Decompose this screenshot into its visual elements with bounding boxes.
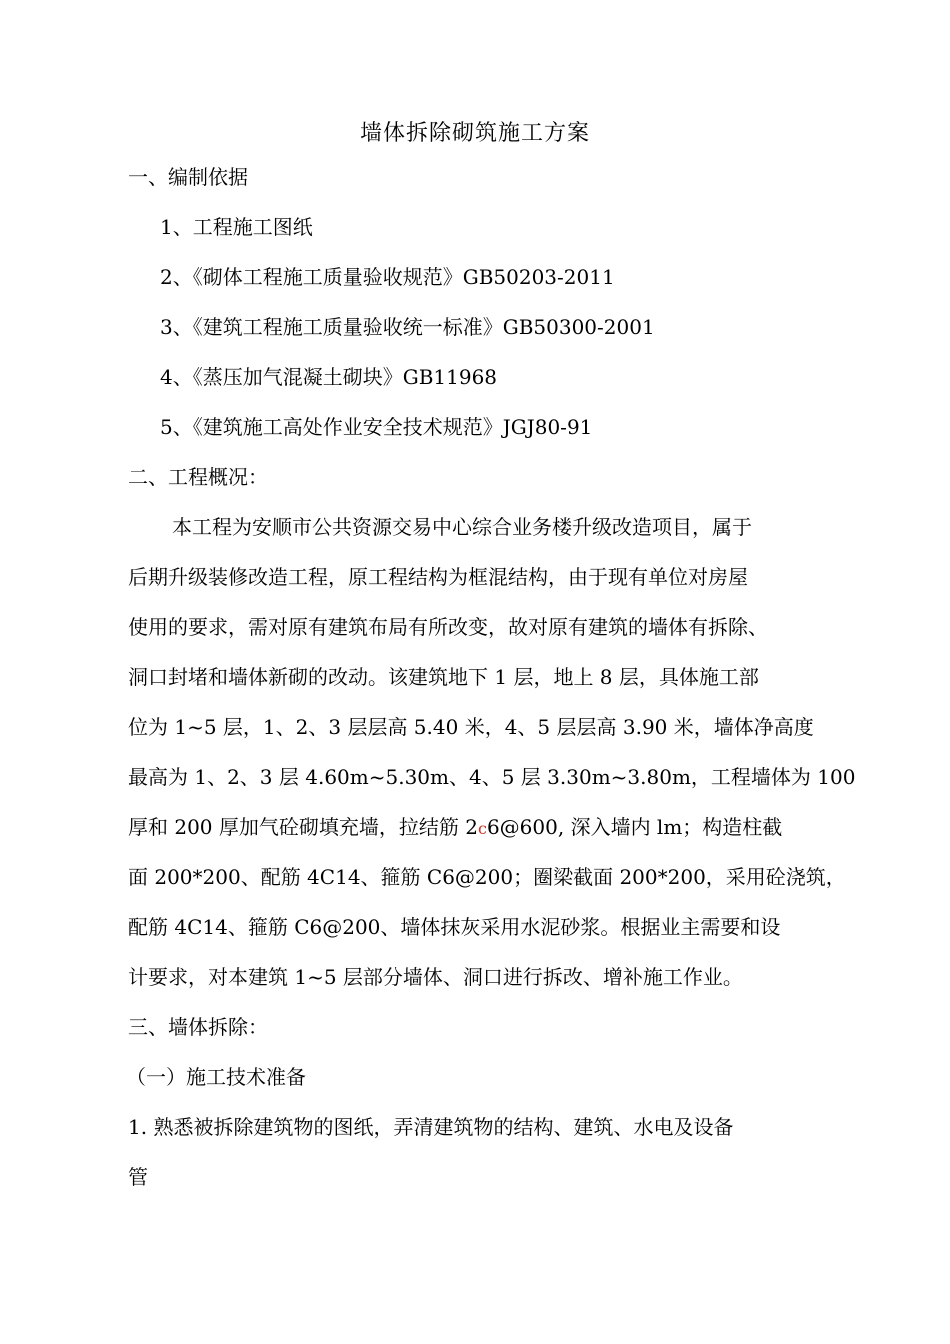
overview-line: 洞口封堵和墙体新砌的改动。该建筑地下 1 层，地上 8 层，具体施工部 [128, 665, 759, 689]
overview-line: 面 200*200、配筋 4C14、箍筋 C6@200；圈梁截面 200*200，采用砼浇筑， [128, 865, 846, 889]
overview-line: 配筋 4C14、箍筋 C6@200、墙体抹灰采用水泥砂浆。根据业主需要和设 [128, 915, 781, 939]
overview-line: 后期升级装修改造工程，原工程结构为框混结构，由于现有单位对房屋 [128, 565, 748, 589]
section-heading-basis: 一、编制依据 [128, 165, 248, 189]
overview-text: 6@600, 深入墙内 lm；构造柱截 [486, 815, 783, 839]
basis-item: 5、《建筑施工高处作业安全技术规范》JGJ80-91 [160, 415, 593, 439]
basis-item: 4、《蒸压加气混凝土砌块》GB11968 [160, 365, 498, 389]
document-title: 墙体拆除砌筑施工方案 [359, 121, 590, 146]
basis-item: 3、《建筑工程施工质量验收统一标准》GB50300-2001 [160, 315, 655, 339]
basis-item: 1、工程施工图纸 [160, 215, 313, 239]
overview-line: 位为 1~5 层，1、2、3 层层高 5.40 米，4、5 层层高 3.90 米，墙体净高度 [128, 715, 814, 739]
section-heading-overview: 二、工程概况： [128, 465, 268, 489]
overview-line: 计要求，对本建筑 1~5 层部分墙体、洞口进行拆改、增补施工作业。 [128, 965, 743, 989]
overview-text: 厚和 200 厚加气砼砌填充墙，拉结筋 2 [128, 815, 478, 839]
basis-item: 2、《砌体工程施工质量验收规范》GB50203-2011 [160, 265, 615, 289]
overview-line: 本工程为安顺市公共资源交易中心综合业务楼升级改造项目，属于 [172, 515, 752, 539]
overview-line: 最高为 1、2、3 层 4.60m~5.30m、4、5 层 3.30m~3.80m，工程墙体为 100 [128, 765, 856, 789]
sub-heading-preparation: （一）施工技术准备 [126, 1065, 306, 1089]
overview-line [128, 812, 782, 844]
preparation-item: 1. 熟悉被拆除建筑物的图纸，弄清建筑物的结构、建筑、水电及设备 [128, 1115, 734, 1139]
section-heading-demolition: 三、墙体拆除： [128, 1015, 268, 1039]
rebar-mark: c [477, 819, 487, 838]
preparation-item-cont: 管 [128, 1165, 148, 1189]
overview-line: 使用的要求，需对原有建筑布局有所改变，故对原有建筑的墙体有拆除、 [128, 615, 768, 639]
